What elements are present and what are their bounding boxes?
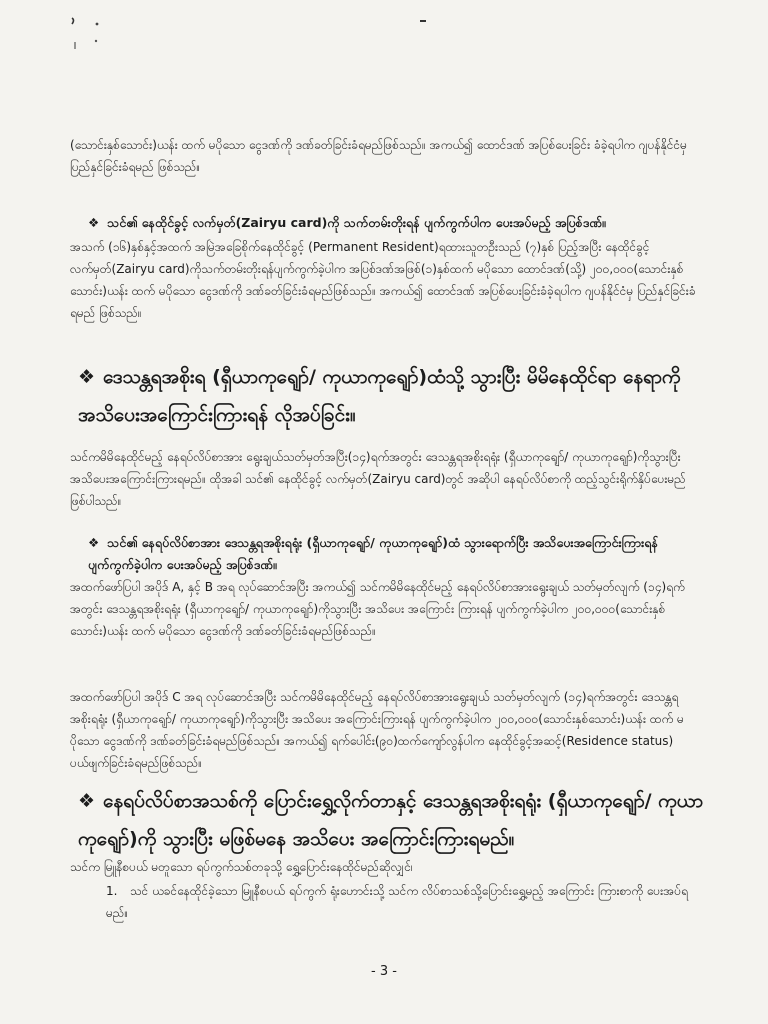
list-item-text: သင် ယခင်နေထိုင်ခဲ့သော မြူနီစပယ် ရပ်ကွက် ရုံးဟောင်းသို့ သင်က လိပ်စာသစ်သို့ပြောင်းရွှေ့မည့် အကြောင်း ကြားစာကို ပေးအပ်ရမည်။ <box>106 884 688 920</box>
heading-text: နေရပ်လိပ်စာအသစ်ကို ပြောင်းရွှေ့လိုက်တာနှင့် ဒေသန္တရအစိုးရရုံး (ရှီယာကုရျော်/ ကုယာကုရျော်)ကို သွားပြီး မဖြစ်မနေ အသိပေး အကြောင်းကြားရမည်။ <box>78 790 704 850</box>
paragraph-fine-deportation: (သောင်းနှစ်သောင်း)ယန်း ထက် မပိုသော ငွေဒဏ်ကို ဒဏ်ခတ်ခြင်းခံရမည်ဖြစ်သည်။ အကယ်၍ ထောင်ဒဏ် အပြစ်ပေးခြင်း ခံခဲ့ရပါက ဂျပန်နိုင်ငံမှ ပြည်နှင်ခြင်းခံရမည် ဖြစ်သည်။ <box>70 138 687 174</box>
diamond-bullet-icon: ❖ <box>88 535 100 550</box>
paragraph-moving-municipality: သင်က မြူနီစပယ် မတူသော ရပ်ကွက်သစ်တခုသို့ ရွှေ့ပြောင်းနေထိုင်မည်ဆိုလျှင်၊ <box>70 860 413 874</box>
paragraph-14-days-notice: သင်ကမိမိနေထိုင်မည့် နေရပ်လိပ်စာအား ရွေးချယ်သတ်မှတ်အပြီး(၁၄)ရက်အတွင်း ဒေသန္တရအစိုးရရုံး (ရှီယာကုရျော်/ ကုယာကုရျော်)ကိုသွားပြီး အသိပေးအကြောင်းကြားရမည်။ ထိုအခါ သင်၏ နေထိုင်ခွင့် လက်မှတ်(Zairyu card)တွင် အဆိုပါ နေရပ်လိပ်စာကို ထည့်သွင်းရိုက်နှိပ်ပေးမည်ဖြစ်ပါသည်။ <box>70 450 686 508</box>
diamond-bullet-icon: ❖ <box>78 790 96 812</box>
subheading-text: သင်၏ နေရပ်လိပ်စာအား ဒေသန္တရအစိုးရရုံး (ရှီယာကုရျော်/ ကုယာကုရျော်)ထံ သွားရောက်ပြီး အသိပေးအကြောင်းကြားရန် ပျက်ကွက်ခဲ့ပါက ပေးအပ်မည့် အပြစ်ဒဏ်။ <box>88 535 658 572</box>
section-heading-address-notification <box>78 358 718 434</box>
heading-text: ဒေသန္တရအစိုးရ (ရှီယာကုရျော်/ ကုယာကုရျော်)ထံသို့ သွားပြီး မိမိနေထိုင်ရာ နေရာကို အသိပေးအကြောင်းကြားရန် လိုအပ်ခြင်း။ <box>78 366 681 426</box>
diamond-bullet-icon: ❖ <box>88 215 100 230</box>
page-number: - 3 - <box>371 964 397 979</box>
paragraph-clause-a-b: အထက်ဖော်ပြပါ အပိုဒ် A, နှင့် B အရ လုပ်ဆောင်အပြီး အကယ်၍ သင်ကမိမိနေထိုင်မည့် နေရပ်လိပ်စာအားရွေးချယ် သတ်မှတ်လျက် (၁၄)ရက်အတွင်း ဒေသန္တရအစိုးရရုံး (ရှီယာကုရျော်/ ကုယာကုရျော်)ကိုသွားပြီး အသိပေး အကြောင်း ကြားရန် ပျက်ကွက်ခဲ့ပါက ၂၀၀,၀၀၀(သောင်းနှစ်သောင်း)ယန်း ထက် မပိုသော ငွေဒဏ်ကို ဒဏ်ခတ်ခြင်းခံရမည်ဖြစ်သည်။ <box>70 580 685 638</box>
subheading-address-penalty <box>88 532 700 576</box>
subheading-zairyu-card-renewal <box>88 212 700 234</box>
paragraph-permanent-resident: အသက် (၁၆)နှစ်နှင့်အထက် အမြဲအခြေစိုက်နေထိုင်ခွင့် (Permanent Resident)ရထားသူတဦးသည် (၇)နှစ် ပြည့်အပြီး နေထိုင်ခွင့် လက်မှတ်(Zairyu card)ကိုသက်တမ်းတိုးရန်ပျက်ကွက်ခဲ့ပါက အပြစ်ဒဏ်အဖြစ်(၁)နှစ်ထက် မပိုသော ထောင်ဒဏ်(သို့) ၂၀၀,၀၀၀(သောင်းနှစ်သောင်း)ယန်း ထက် မပိုသော ငွေဒဏ်ကို ဒဏ်ခတ်ခြင်းခံရမည်ဖြစ်သည်။ အကယ်၍ ထောင်ဒဏ် အပြစ်ပေးခြင်းခံခဲ့ရပါက ဂျပန်နိုင်ငံမှ ပြည်နှင်ခြင်းခံရမည် ဖြစ်သည်။ <box>70 240 696 320</box>
scan-dash <box>420 20 426 22</box>
list-number: 1. <box>106 884 118 898</box>
subheading-text: သင်၏ နေထိုင်ခွင့် လက်မှတ်(Zairyu card)ကို သက်တမ်းတိုးရန် ပျက်ကွက်ပါက ပေးအပ်မည့် အပြစ်ဒဏ်။ <box>107 215 606 230</box>
section-heading-address-change <box>78 782 718 858</box>
scan-marks <box>60 12 180 72</box>
paragraph-clause-c: အထက်ဖော်ပြပါ အပိုဒ် C အရ လုပ်ဆောင်အပြီး သင်ကမိမိနေထိုင်မည့် နေရပ်လိပ်စာအားရွေးချယ် သတ်မှတ်လျက် (၁၄)ရက်အတွင်း ဒေသန္တရအစိုးရရုံး (ရှီယာကုရျော်/ ကုယာကုရျော်)ကိုသွားပြီး အသိပေး အကြောင်းကြားရန် ပျက်ကွက်ခဲ့ပါက ၂၀၀,၀၀၀(သောင်းနှစ်သောင်း)ယန်း ထက် မပိုသော ငွေဒဏ်ကို ဒဏ်ခတ်ခြင်းခံရမည်ဖြစ်သည်။ အကယ်၍ ရက်ပေါင်း(၉၀)ထက်ကျော်လွန်ပါက နေထိုင်ခွင့်အဆင့်(Residence status) ပယ်ဖျက်ခြင်းခံရမည်ဖြစ်သည်။ <box>70 690 684 770</box>
list-item-1 <box>106 880 702 924</box>
diamond-bullet-icon: ❖ <box>78 366 96 388</box>
